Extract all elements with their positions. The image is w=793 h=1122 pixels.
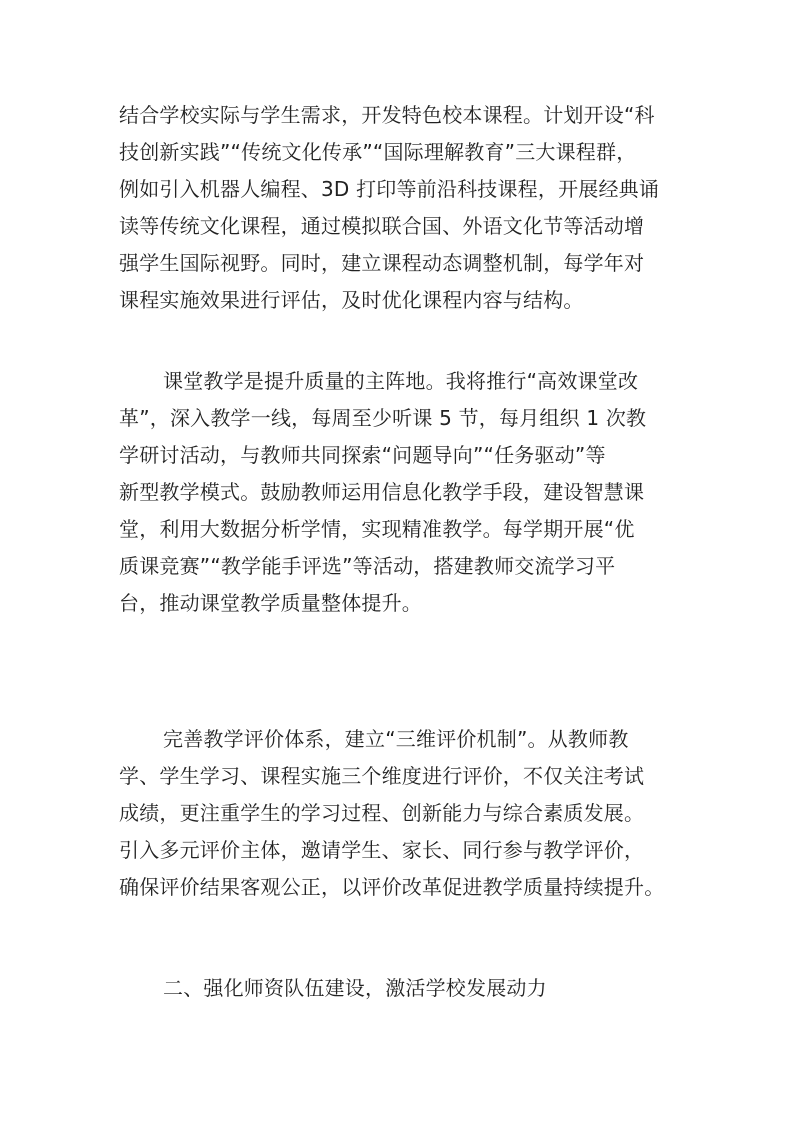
text-line: 读等传统文化课程，通过模拟联合国、外语文化节等活动增 <box>119 214 645 238</box>
paragraph-evaluation <box>119 721 689 906</box>
text-line: 引入多元评价主体，邀请学生、家长、同行参与教学评价， <box>119 838 645 862</box>
text-line: 课程实施效果进行评估，及时优化课程内容与结构。 <box>119 288 584 312</box>
paragraph-classroom-teaching <box>119 363 689 622</box>
paragraph-curriculum <box>119 97 689 319</box>
text-line: 强学生国际视野。同时，建立课程动态调整机制，每学年对 <box>119 251 645 275</box>
text-line: 技创新实践”“传统文化传承”“国际理解教育”三大课程群， <box>119 140 637 164</box>
text-line: 革”，深入教学一线，每周至少听课 5 节，每月组织 1 次教 <box>119 406 647 430</box>
text-line: 完善教学评价体系，建立“三维评价机制”。从教师教 <box>163 727 629 751</box>
text-line: 例如引入机器人编程、3D 打印等前沿科技课程，开展经典诵 <box>119 177 660 201</box>
text-line: 结合学校实际与学生需求，开发特色校本课程。计划开设“科 <box>119 103 655 127</box>
text-line: 堂，利用大数据分析学情，实现精准教学。每学期开展“优 <box>119 517 635 541</box>
text-line: 学研讨活动，与教师共同探索“问题导向”“任务驱动”等 <box>119 443 606 467</box>
section-heading <box>119 970 689 1007</box>
text-line: 学、学生学习、课程实施三个维度进行评价，不仅关注考试 <box>119 764 645 788</box>
text-line: 台，推动课堂教学质量整体提升。 <box>119 591 422 615</box>
text-line: 质课竞赛”“教学能手评选”等活动，搭建教师交流学习平 <box>119 554 616 578</box>
heading-text: 二、强化师资队伍建设，激活学校发展动力 <box>163 976 547 1000</box>
text-line: 成绩，更注重学生的学习过程、创新能力与综合素质发展。 <box>119 801 645 825</box>
text-line: 新型教学模式。鼓励教师运用信息化教学手段，建设智慧课 <box>119 480 645 504</box>
text-line: 课堂教学是提升质量的主阵地。我将推行“高效课堂改 <box>163 369 639 393</box>
text-line: 确保评价结果客观公正，以评价改革促进教学质量持续提升。 <box>119 875 665 899</box>
